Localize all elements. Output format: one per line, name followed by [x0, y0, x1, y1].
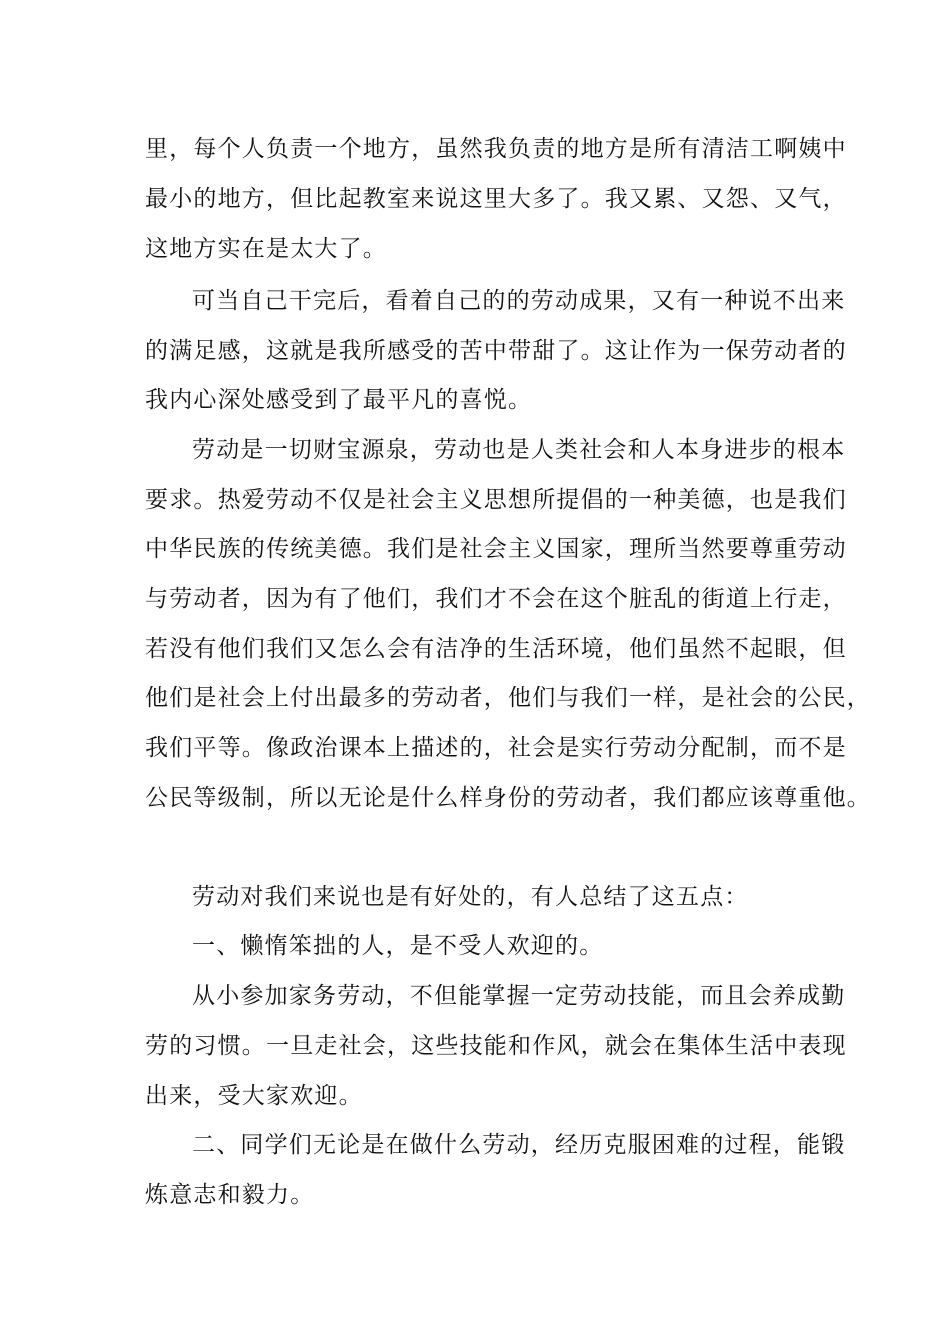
- text-line: 出来，受大家欢迎。: [145, 1083, 363, 1109]
- text-line: 炼意志和毅力。: [145, 1182, 315, 1208]
- text-line: 这地方实在是太大了。: [145, 236, 387, 262]
- text-line: 劳的习惯。一旦走社会，这些技能和作风，就会在集体生活中表现: [145, 1033, 847, 1059]
- text-line: 劳动是一切财宝源泉，劳动也是人类社会和人本身进步的根本: [192, 437, 846, 463]
- text-line: 我们平等。像政治课本上描述的，社会是实行劳动分配制，而不是: [145, 735, 847, 761]
- text-line: 的满足感，这就是我所感受的苦中带甜了。这让作为一保劳动者的: [145, 338, 847, 364]
- text-line: 与劳动者，因为有了他们，我们才不会在这个脏乱的街道上行走，: [145, 586, 847, 612]
- text-line: 劳动对我们来说也是有好处的，有人总结了这五点：: [192, 884, 749, 910]
- text-line: 要求。热爱劳动不仅是社会主义思想所提倡的一种美德，也是我们: [145, 487, 847, 513]
- text-line: 从小参加家务劳动，不但能掌握一定劳动技能，而且会养成勤: [192, 983, 846, 1009]
- text-line: 最小的地方，但比起教室来说这里大多了。我又累、又怨、又气，: [145, 186, 847, 212]
- text-line: 可当自己干完后，看着自己的的劳动成果，又有一种说不出来: [192, 288, 846, 314]
- text-line: 我内心深处感受到了最平凡的喜悦。: [145, 387, 533, 413]
- text-line: 他们是社会上付出最多的劳动者，他们与我们一样，是社会的公民，: [145, 685, 871, 711]
- text-line: 中华民族的传统美德。我们是社会主义国家，理所当然要尊重劳动: [145, 536, 847, 562]
- text-line: 公民等级制，所以无论是什么样身份的劳动者，我们都应该尊重他。: [145, 785, 871, 811]
- text-line: 里，每个人负责一个地方，虽然我负责的地方是所有清洁工啊姨中: [145, 136, 847, 162]
- text-line: 二、同学们无论是在做什么劳动，经历克服困难的过程，能锻: [192, 1132, 846, 1158]
- text-line: 一、懒惰笨拙的人，是不受人欢迎的。: [192, 933, 604, 959]
- text-line: 若没有他们我们又怎么会有洁净的生活环境，他们虽然不起眼，但: [145, 636, 847, 662]
